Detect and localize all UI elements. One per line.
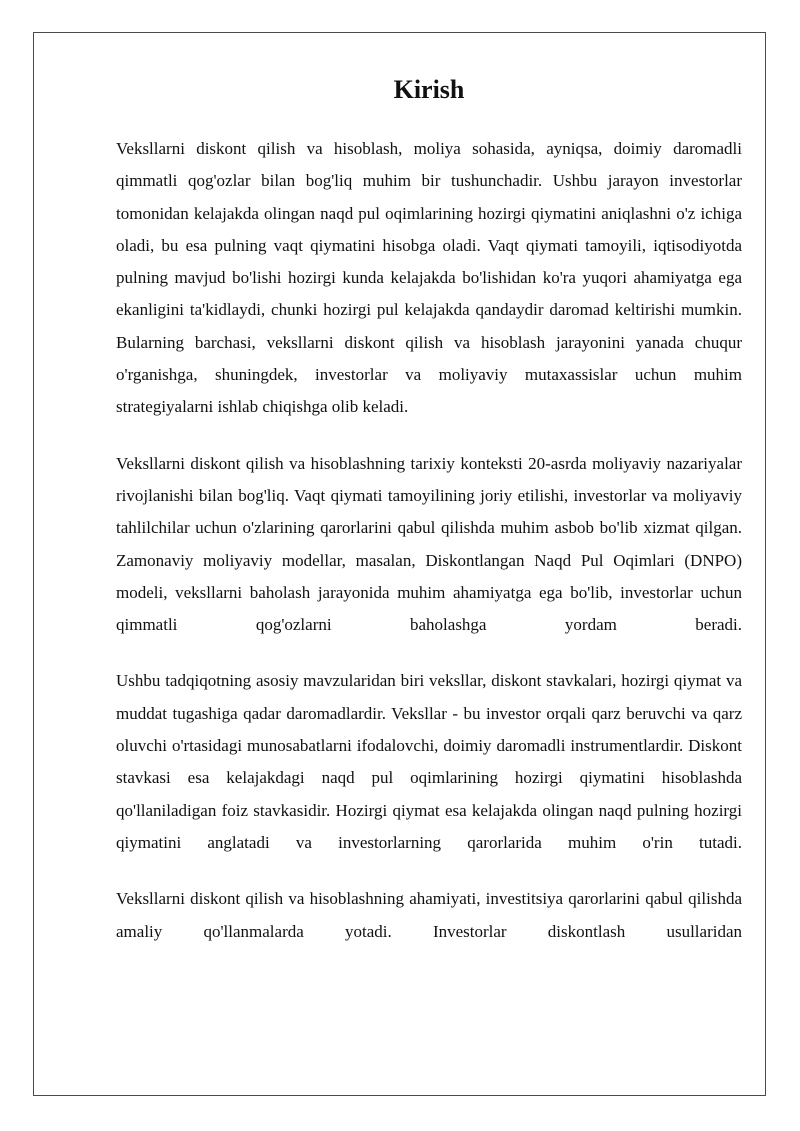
- document-body: [116, 75, 742, 972]
- paragraph-2: Veksllarni diskont qilish va hisoblashning tarixiy konteksti 20-asrda moliyaviy nazariyalar rivojlanishi bilan bog'liq. Vaqt qiymati tamoyilining joriy etilishi, investorlar va moliyaviy tahlilchilar uchun o'zlarining qarorlarini qabul qilishda muhim asbob bo'lib xizmat qilgan. Zamonaviy moliyaviy modellar, masalan, Diskontlangan Naqd Pul Oqimlari (DNPO) modeli, veksllarni baholash jarayonida muhim ahamiyatga ega bo'lib, investorlar uchun qimmatli qog'ozlarni baholashga yordam beradi.: [116, 453, 742, 635]
- page-title: Kirish: [393, 75, 465, 104]
- paragraph-4: Veksllarni diskont qilish va hisoblashning ahamiyati, investitsiya qarorlarini qabul qilishda amaliy qo'llanmalarda yotadi. Investorlar diskontlash usullaridan: [116, 889, 742, 941]
- paragraph-1: Veksllarni diskont qilish va hisoblash, moliya sohasida, ayniqsa, doimiy daromadli qimmatli qog'ozlar bilan bog'liq muhim bir tushunchadir. Ushbu jarayon investorlar tomonidan kelajakda olingan naqd pul oqimlarining hozirgi qiymatini aniqlashni o'z ichiga oladi, bu esa pulning vaqt qiymatini hisobga oladi. Vaqt qiymati tamoyili, iqtisodiyotda pulning mavjud bo'lishi hozirgi kunda kelajakda bo'lishidan ko'ra yuqori ahamiyatga ega ekanligini ta'kidlaydi, chunki hozirgi pul kelajakda qandaydir daromad keltirishi mumkin. Bularning barchasi, veksllarni diskont qilish va hisoblash jarayonini yanada chuqur o'rganishga, shuningdek, investorlar va moliyaviy mutaxassislar uchun muhim strategiyalarni ishlab chiqishga olib keladi.: [116, 139, 742, 417]
- paragraph-3: Ushbu tadqiqotning asosiy mavzularidan biri veksllar, diskont stavkalari, hozirgi qiymat va muddat tugashiga qadar daromadlardir. Veksllar - bu investor orqali qarz beruvchi va qarz oluvchi o'rtasidagi munosabatlarni ifodalovchi, doimiy daromadli instrumentlardir. Diskont stavkasi esa kelajakdagi naqd pul oqimlarining hozirgi qiymatini hisoblashda qo'llaniladigan foiz stavkasidir. Hozirgi qiymat esa kelajakda olingan naqd pulning hozirgi qiymatini anglatadi va investorlarning qarorlarida muhim o'rin tutadi.: [116, 671, 742, 852]
